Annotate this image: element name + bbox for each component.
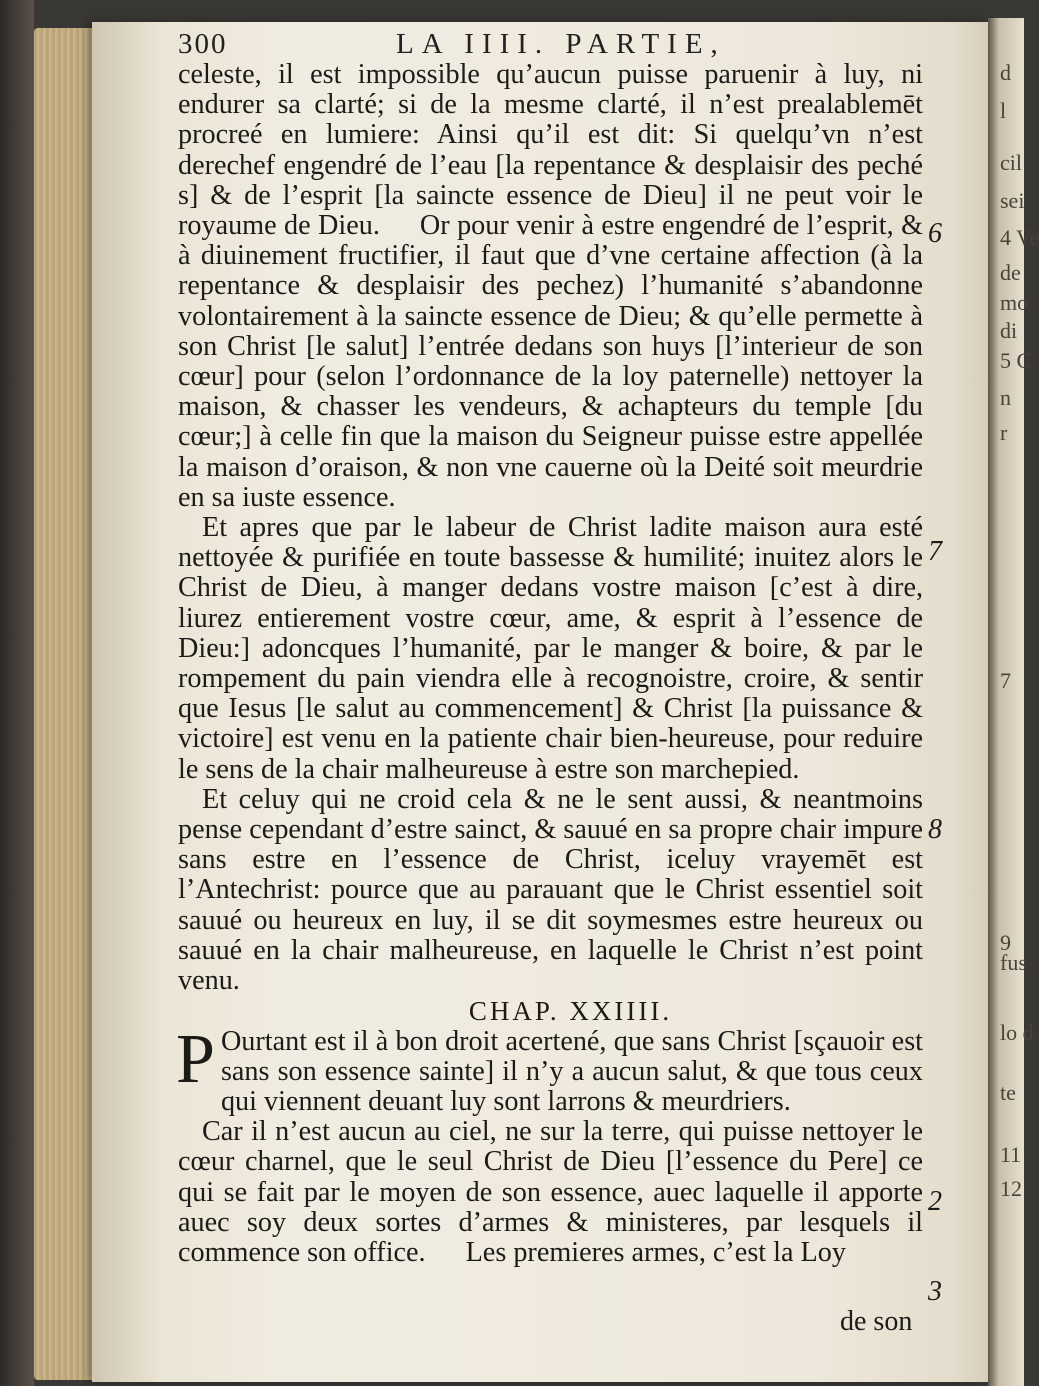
facing-page-fragment: di — [1000, 318, 1018, 343]
book-spine-shadow — [0, 0, 34, 1386]
paragraph-text: Ourtant est il à bon droit acertené, que sans Christ [sçauoir est sans son essence sainte] il n’y a aucun salut, & que tous ceux qui viennent deuant luy sont larrons & meurdriers. — [220, 1025, 923, 1117]
paragraph: Et celuy qui ne croid cela & ne le sent aussi, & neantmoins pense cependant d’estre sainct, & sauué en sa propre chair impure sans estre en l’essence de Christ, iceluy vrayemēt est l’Antechrist: pource que au parauant que le Christ essentiel soit sauué ou heureux en luy, il se dit soymesmes estre heureux ou sauué en la chair malheureuse, en laquelle le Christ n’est point venu. — [178, 783, 923, 997]
facing-page-fragment: cil — [1000, 150, 1022, 175]
catchword: de son — [840, 1306, 913, 1337]
facing-page-fragment: r — [1000, 420, 1008, 445]
margin-number: 8 — [928, 814, 942, 845]
facing-page-fragment: mo — [1000, 290, 1029, 315]
drop-cap: P — [176, 1020, 215, 1098]
page-text — [178, 60, 923, 1268]
running-title: LA IIII. PARTIE, — [396, 28, 726, 60]
facing-page-fragment: l — [1000, 98, 1007, 123]
facing-page-fragment: n — [1000, 385, 1011, 410]
page-number: 300 — [178, 28, 228, 60]
facing-page-fragment: te — [1000, 1080, 1016, 1105]
facing-page-fragment: 7 — [1000, 668, 1011, 693]
paragraph-text: Or pour venir à estre engendré de l’esprit, & à diuinement fructifier, il faut que d’vne certaine affection (à la repentance & desplaisir des pechez) l’humanité s’abandonne volontairement à la saincte essence de Dieu; & qu’elle permette à son Christ [le salut] l’entrée dedans son huys [l’interieur de son cœur] pour (selon l’ordonnance de la loy paternelle) nettoyer la maison, & chasser les vendeurs, & achapteurs du temple [du cœur;] à celle fin que la maison du Seigneur puisse estre appellée la maison d’oraison, & non vne cauerne où la Deité soit meurdrie en sa iuste essence. — [178, 210, 924, 513]
paragraph: Et apres que par le labeur de Christ ladite maison aura esté nettoyée & purifiée en toute bassesse & humilité; inuitez alors le Christ de Dieu, à manger dedans vostre maison [c’est à dire, liurez entierement vostre cœur, ame, & esprit à l’essence de Dieu:] adoncques l’humanité, par le manger & boire, & par le rompement du pain viendra elle à recognoistre, croire, & sentir que Iesus [le salut au commencement] & Christ [la puissance & victoire] est venu en la patiente chair bien-heureuse, pour reduire le sens de la chair malheureuse à estre son marchepied. — [178, 512, 923, 785]
margin-number: 2 — [928, 1186, 942, 1217]
paragraph — [176, 1020, 923, 1118]
facing-page-fragment: lo d — [1000, 1020, 1034, 1045]
facing-page-fragment: 5 C — [1000, 348, 1032, 373]
paragraph-text: celeste, il est impossible qu’aucun puisse paruenir à luy, ni endurer sa clarté; si de la mesme clarté, il n’est prealablemēt procreé en lumiere: Ainsi qu’il est dit: Si quelqu’vn n’est derechef engendré de l’eau [la repentance & desplaisir des peché s] & de l’esprit [la saincte essence de Dieu] il ne peut voir le royaume de Dieu. — [178, 59, 923, 242]
paragraph — [178, 1117, 923, 1268]
facing-page-fragment: de — [1000, 260, 1021, 285]
paragraph-text: Car il n’est aucun au ciel, ne sur la terre, qui puisse nettoyer le cœur charnel, que le seul Christ de Dieu [l’essence du Pere] ce qui se fait par le moyen de son essence, auec laquelle il apporte auec soy deux sortes d’armes & ministeres, par lesquels il commence son office. — [178, 1116, 923, 1268]
margin-number: 7 — [928, 536, 942, 567]
facing-page-fragment: fus — [1000, 950, 1027, 975]
facing-page-fragment: 9 — [1000, 930, 1011, 955]
facing-page-fragment: d — [1000, 60, 1011, 85]
paragraph-text: Les premieres armes, c’est la Loy — [465, 1236, 846, 1268]
margin-number: 3 — [928, 1276, 942, 1307]
facing-page-fragment: 11 — [1000, 1142, 1022, 1167]
facing-page-fragment: sei — [1000, 188, 1025, 213]
facing-page-fragment: 4 Ve — [1000, 225, 1039, 250]
facing-page-fragment: 12 — [1000, 1176, 1022, 1201]
margin-number: 6 — [928, 218, 942, 249]
paragraph — [178, 60, 923, 513]
chapter-heading: CHAP. XXIIII. — [468, 996, 673, 1027]
